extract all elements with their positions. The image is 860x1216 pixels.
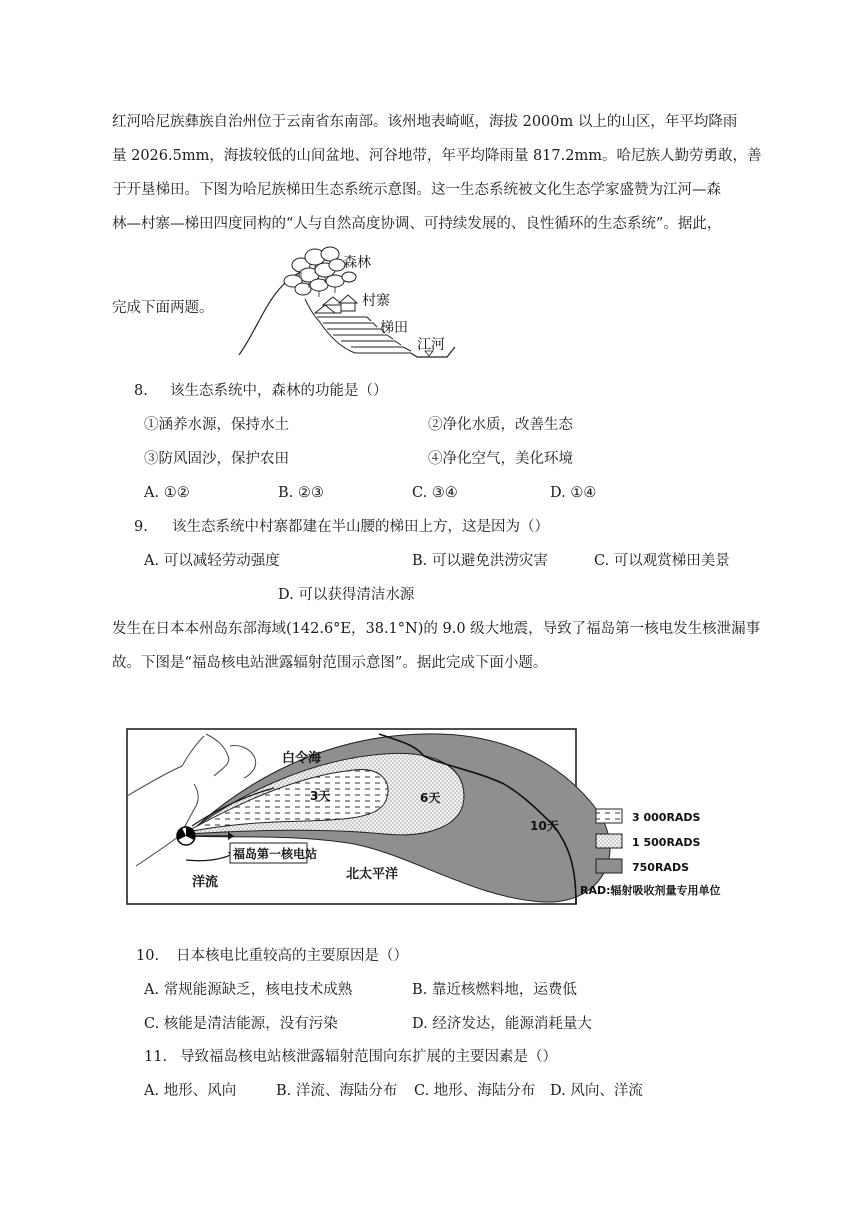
legend-item: 750RADS <box>632 861 689 874</box>
passage-1-line: 于开垦梯田。下图为哈尼族梯田生态系统示意图。这一生态系统被文化生态学家盛赞为江河—森 <box>112 182 721 198</box>
label-terrace: 梯田 <box>380 320 408 336</box>
statement-item: ④净化空气，美化环境 <box>428 451 573 467</box>
answer-option-c[interactable]: C. 核能是清洁能源，没有污染 <box>144 1016 338 1032</box>
label-forest: 森林 <box>343 255 371 271</box>
plant-label: 福岛第一核电站 <box>233 847 318 861</box>
statement-item: ③防风固沙，保护农田 <box>144 451 289 467</box>
answer-option-c[interactable]: C. 地形、海陆分布 <box>414 1083 536 1099</box>
answer-option-a[interactable]: A. 地形、风向 <box>144 1083 237 1099</box>
fukushima-radiation-map <box>124 726 756 908</box>
passage-1-line: 红河哈尼族彝族自治州位于云南省东南部。该州地表崎岖，海拔 2000m 以上的山区，年平均降雨 <box>112 114 738 130</box>
current-label: 洋流 <box>192 875 219 890</box>
statement-item: ②净化水质，改善生态 <box>428 417 573 433</box>
question-stem: 日本核电比重较高的主要原因是（） <box>176 948 408 964</box>
passage-2-line: 发生在日本本州岛东部海域(142.6°E，38.1°N)的 9.0 级大地震，导致了福岛第一核电发生核泄漏事 <box>112 621 761 637</box>
answer-option-a[interactable]: A. 常规能源缺乏，核电技术成熟 <box>144 982 353 998</box>
legend-item: 1 500RADS <box>632 836 701 849</box>
answer-option-b[interactable]: B. 洋流、海陆分布 <box>276 1083 398 1099</box>
passage-2-line: 故。下图是“福岛核电站泄露辐射范围示意图”。据此完成下面小题。 <box>112 655 548 671</box>
label-village: 村寨 <box>362 293 390 309</box>
day6-label: 6天 <box>420 791 441 805</box>
passage-1-line: 完成下面两题。 <box>112 300 214 316</box>
answer-option-b[interactable]: B. 可以避免洪涝灾害 <box>412 553 548 569</box>
legend-note: RAD:辐射吸收剂量专用单位 <box>580 884 721 897</box>
answer-option-a[interactable]: A. 可以减轻劳动强度 <box>144 553 280 569</box>
answer-option-d[interactable]: D. 风向、洋流 <box>550 1083 643 1099</box>
terrace-ecosystem-figure <box>235 243 465 358</box>
question-number: 9. <box>134 519 148 535</box>
answer-option-d[interactable]: D. 经济发达，能源消耗量大 <box>412 1016 592 1032</box>
question-stem: 该生态系统中村寨都建在半山腰的梯田上方，这是因为（） <box>172 519 549 535</box>
answer-option-b[interactable]: B. ②③ <box>278 485 324 501</box>
question-number: 8. <box>134 383 148 399</box>
label-river: 江河 <box>417 337 445 353</box>
answer-option-b[interactable]: B. 靠近核燃料地，运费低 <box>412 982 577 998</box>
question-number: 11. <box>144 1049 168 1065</box>
answer-option-d[interactable]: D. ①④ <box>550 485 597 501</box>
answer-option-d[interactable]: D. 可以获得清洁水源 <box>278 587 415 603</box>
sea-label: 白令海 <box>282 751 322 766</box>
question-stem: 该生态系统中，森林的功能是（） <box>170 383 388 399</box>
question-stem: 导致福岛核电站核泄露辐射范围向东扩展的主要因素是（） <box>180 1049 557 1065</box>
answer-option-c[interactable]: C. 可以观赏梯田美景 <box>594 553 730 569</box>
answer-option-c[interactable]: C. ③④ <box>412 485 458 501</box>
answer-option-a[interactable]: A. ①② <box>144 485 190 501</box>
passage-1-line: 量 2026.5mm，海拔较低的山间盆地、河谷地带，年平均降雨量 817.2mm。哈尼族人勤劳勇敢，善 <box>112 148 762 164</box>
day3-label: 3天 <box>310 789 331 803</box>
passage-1-line: 林—村寨—梯田四度同构的“人与自然高度协调、可持续发展的、良性循环的生态系统”。据此， <box>112 216 722 232</box>
question-number: 10. <box>136 948 160 964</box>
legend-item: 3 000RADS <box>632 811 701 824</box>
day10-label: 10天 <box>530 819 559 833</box>
statement-item: ①涵养水源，保持水土 <box>144 417 289 433</box>
ocean-label: 北太平洋 <box>346 867 399 882</box>
